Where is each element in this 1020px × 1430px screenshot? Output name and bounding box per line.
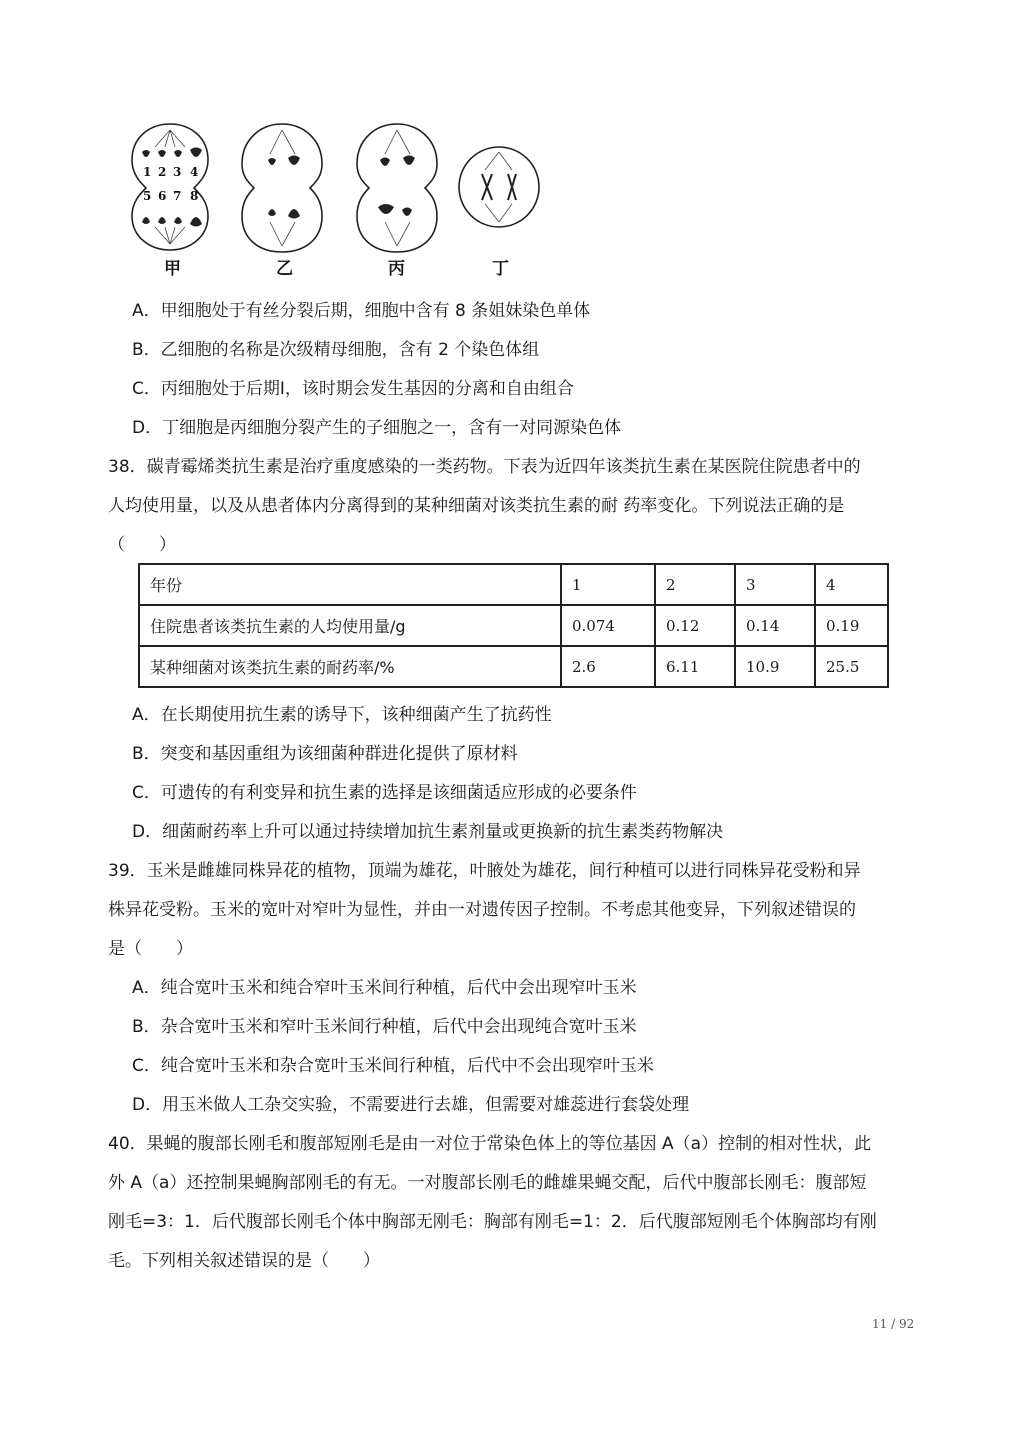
chrom-num-3: 3 xyxy=(173,165,182,179)
table-header-row xyxy=(139,564,888,605)
table-cell: 10.9 xyxy=(735,646,815,687)
cell-ding-outline xyxy=(459,147,539,227)
q38-stem-line-2: 人均使用量，以及从患者体内分离得到的某种细菌对该类抗生素的耐 药率变化。下列说法正确的是 xyxy=(108,496,845,516)
q39-option-c: C．纯合宽叶玉米和杂合宽叶玉米间行种植，后代中不会出现窄叶玉米 xyxy=(132,1056,654,1076)
q40-stem-line-2: 外 A（a）还控制果蝇胸部刚毛的有无。一对腹部长刚毛的雌雄果蝇交配，后代中腹部长刚毛：腹部短 xyxy=(108,1173,867,1193)
q37-option-c: C．丙细胞处于后期Ⅰ，该时期会发生基因的分离和自由组合 xyxy=(132,379,574,399)
table-cell: 2 xyxy=(655,564,735,605)
table-cell: 6.11 xyxy=(655,646,735,687)
q40-stem-line-1: 40．果蝇的腹部长刚毛和腹部短刚毛是由一对位于常染色体上的等位基因 A（a）控制的相对性状，此 xyxy=(108,1134,872,1154)
chrom-num-5: 5 xyxy=(143,189,152,203)
q40-stem-line-3: 刚毛=3：1．后代腹部长刚毛个体中胸部无刚毛：胸部有刚毛=1：2．后代腹部短刚毛个体胸部均有刚 xyxy=(108,1212,877,1232)
cell-jia-outline xyxy=(132,124,208,250)
q37-option-b: B．乙细胞的名称是次级精母细胞，含有 2 个染色体组 xyxy=(132,340,540,360)
figure-label-bing: 丙 xyxy=(388,259,405,279)
q37-option-a: A．甲细胞处于有丝分裂后期，细胞中含有 8 条姐妹染色单体 xyxy=(132,301,591,321)
figure-label-yi: 乙 xyxy=(276,259,293,279)
figure-label-jia: 甲 xyxy=(164,259,181,279)
q38-stem-line-3: （ ） xyxy=(108,535,176,555)
chrom-num-8: 8 xyxy=(190,189,199,203)
chrom-num-7: 7 xyxy=(173,189,182,203)
table-cell: 0.074 xyxy=(561,605,655,646)
q38-option-d: D．细菌耐药率上升可以通过持续增加抗生素剂量或更换新的抗生素类药物解决 xyxy=(132,822,724,842)
cell-division-figure xyxy=(120,112,560,287)
table-cell: 3 xyxy=(735,564,815,605)
cell-bing-outline xyxy=(357,124,437,252)
q38-option-c: C．可遗传的有利变异和抗生素的选择是该细菌适应形成的必要条件 xyxy=(132,783,637,803)
q39-option-b: B．杂合宽叶玉米和窄叶玉米间行种植，后代中会出现纯合宽叶玉米 xyxy=(132,1017,637,1037)
chrom-num-1: 1 xyxy=(143,165,152,179)
q38-option-b: B．突变和基因重组为该细菌种群进化提供了原材料 xyxy=(132,744,518,764)
q39-option-d: D．用玉米做人工杂交实验，不需要进行去雄，但需要对雄蕊进行套袋处理 xyxy=(132,1095,690,1115)
table-cell: 0.12 xyxy=(655,605,735,646)
table-cell: 1 xyxy=(561,564,655,605)
table-cell: 某种细菌对该类抗生素的耐药率/% xyxy=(139,646,561,687)
page-number: 11 / 92 xyxy=(872,1317,915,1331)
table-cell: 住院患者该类抗生素的人均使用量/g xyxy=(139,605,561,646)
table-cell: 2.6 xyxy=(561,646,655,687)
chrom-num-6: 6 xyxy=(158,189,167,203)
chrom-num-2: 2 xyxy=(158,165,167,179)
q38-stem-line-1: 38．碳青霉烯类抗生素是治疗重度感染的一类药物。下表为近四年该类抗生素在某医院住院患者中的 xyxy=(108,457,861,477)
table-row xyxy=(139,605,888,646)
cell-yi-outline xyxy=(242,124,322,252)
table-cell: 年份 xyxy=(139,564,561,605)
table-cell: 25.5 xyxy=(815,646,888,687)
q39-stem-line-1: 39．玉米是雌雄同株异花的植物，顶端为雄花，叶腋处为雄花，间行种植可以进行同株异花受粉和异 xyxy=(108,861,861,881)
table-cell: 4 xyxy=(815,564,888,605)
figure-label-ding: 丁 xyxy=(492,259,509,279)
table-cell: 0.14 xyxy=(735,605,815,646)
q40-stem-line-4: 毛。下列相关叙述错误的是（ ） xyxy=(108,1251,380,1271)
chrom-num-4: 4 xyxy=(190,165,199,179)
q37-option-d: D．丁细胞是丙细胞分裂产生的子细胞之一，含有一对同源染色体 xyxy=(132,418,622,438)
table-cell: 0.19 xyxy=(815,605,888,646)
cell-diagrams xyxy=(120,112,560,287)
q39-stem-line-2: 株异花受粉。玉米的宽叶对窄叶为显性，并由一对遗传因子控制。不考虑其他变异，下列叙述错误的 xyxy=(108,900,856,920)
q38-option-a: A．在长期使用抗生素的诱导下，该种细菌产生了抗药性 xyxy=(132,705,552,725)
q39-option-a: A．纯合宽叶玉米和纯合窄叶玉米间行种植，后代中会出现窄叶玉米 xyxy=(132,978,637,998)
q38-data-table xyxy=(138,563,889,688)
table-row xyxy=(139,646,888,687)
q39-stem-line-3: 是（ ） xyxy=(108,939,193,959)
